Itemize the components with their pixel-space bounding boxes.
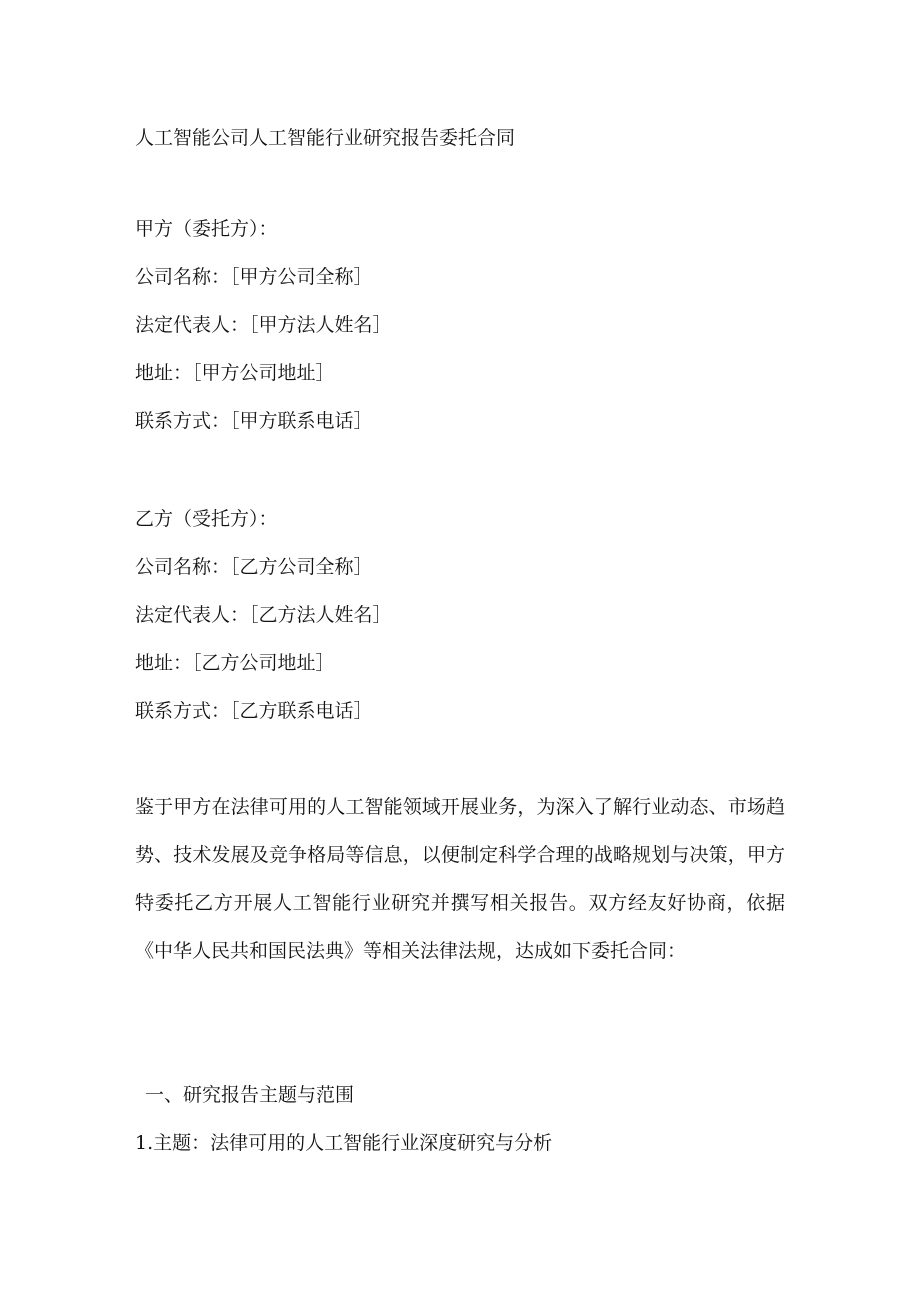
section-1-heading: 一、研究报告主题与范围: [145, 1084, 355, 1106]
preamble-paragraph: 鉴于甲方在法律可用的人工智能领域开展业务，为深入了解行业动态、市场趋势、技术发展及竞争格局等信息，以便制定科学合理的战略规划与决策，甲方特委托乙方开展人工智能行业研究并撰写相关报告。双方经友好协商，依据《中华人民共和国民法典》等相关法律法规，达成如下委托合同：: [135, 796, 785, 962]
party-a-heading: 甲方（委托方）：: [135, 218, 278, 240]
party-b-address: 地址：［乙方公司地址］: [135, 652, 335, 674]
party-a-address: 地址：［甲方公司地址］: [135, 362, 335, 384]
party-b-company: 公司名称：［乙方公司全称］: [135, 556, 373, 578]
party-b-contact: 联系方式：［乙方联系电话］: [135, 700, 373, 722]
party-a-contact: 联系方式：［甲方联系电话］: [135, 410, 373, 432]
party-b-heading: 乙方（受托方）：: [135, 508, 278, 530]
party-b-representative: 法定代表人：［乙方法人姓名］: [135, 604, 392, 626]
section-1-item-1: 1.主题：法律可用的人工智能行业深度研究与分析: [135, 1132, 553, 1154]
document-title: 人工智能公司人工智能行业研究报告委托合同: [135, 127, 516, 149]
party-a-company: 公司名称：［甲方公司全称］: [135, 266, 373, 288]
party-a-representative: 法定代表人：［甲方法人姓名］: [135, 314, 392, 336]
